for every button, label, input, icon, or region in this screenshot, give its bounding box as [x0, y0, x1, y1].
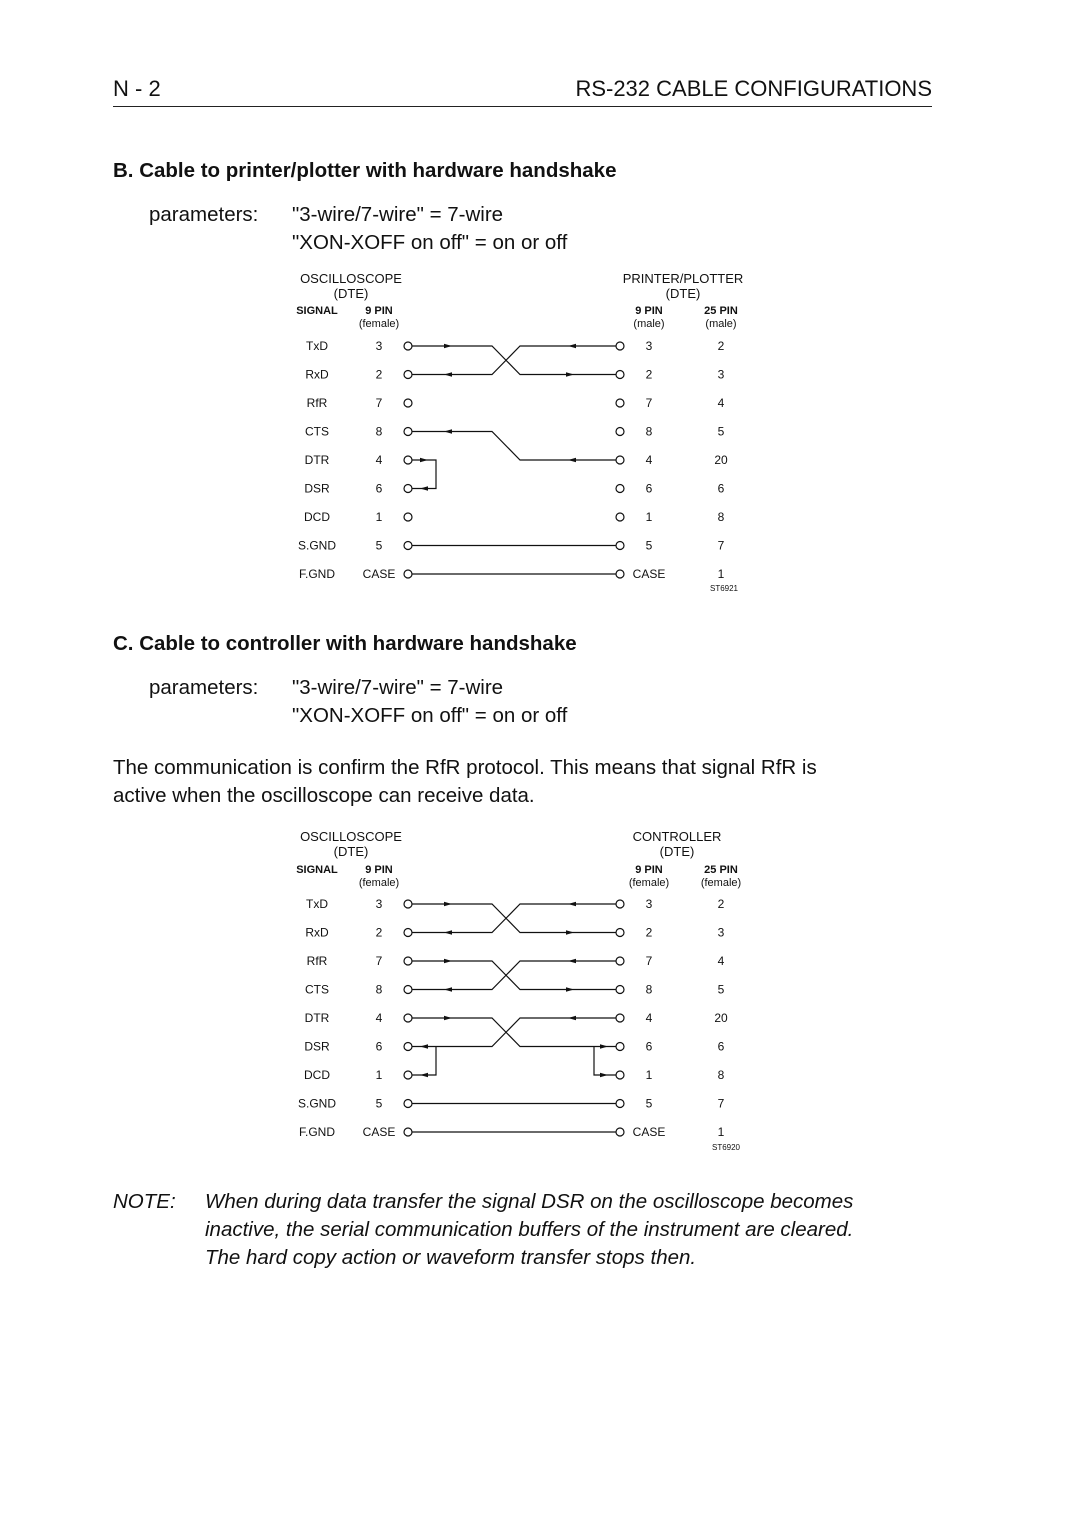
left-pin-number: 1 — [375, 510, 383, 524]
left-device-sub: (DTE) — [333, 844, 369, 859]
left-pin-number: 6 — [375, 481, 383, 496]
left-pin-number: 2 — [375, 367, 383, 382]
left-pin-number: 1 — [375, 1068, 383, 1082]
left-pin-terminal — [404, 900, 412, 908]
signal-name: CTS — [305, 424, 329, 439]
signal-name: DCD — [304, 510, 330, 524]
right-9pin-number: 1 — [645, 510, 653, 524]
left-pin-terminal — [404, 342, 412, 350]
left-pin-number: 3 — [375, 339, 383, 353]
left-device-sub: (DTE) — [333, 286, 369, 301]
right-25pin-number: 20 — [714, 453, 728, 467]
signal-direction-arrow — [568, 458, 576, 462]
signal-direction-arrow — [566, 930, 574, 934]
left-pin-header: 9 PIN — [365, 864, 393, 876]
header-rule — [113, 106, 932, 107]
right-25pin-gender: (female) — [700, 877, 742, 889]
right-25pin-number: 1 — [717, 567, 725, 581]
wire — [412, 1018, 616, 1047]
wire — [412, 1018, 616, 1047]
signal-direction-arrow — [600, 1044, 608, 1048]
left-pin-number: 8 — [375, 424, 383, 439]
signal-name: DTR — [304, 453, 330, 467]
right-9pin-number: 6 — [645, 1039, 653, 1054]
right-9pin-number: 4 — [645, 1011, 653, 1025]
right-25pin-number: 3 — [717, 367, 725, 382]
right-25pin-number: 6 — [717, 481, 725, 496]
section-b-param-label: parameters: — [149, 203, 259, 226]
right-pin-terminal — [616, 1071, 624, 1079]
signal-direction-arrow — [568, 959, 576, 963]
left-pin-header: 9 PIN — [365, 305, 393, 317]
left-device-title: OSCILLOSCOPE — [300, 271, 402, 286]
left-pin-terminal — [404, 428, 412, 436]
signal-direction-arrow — [420, 486, 428, 490]
right-25pin-number: 4 — [717, 954, 725, 968]
section-b-title: B. Cable to printer/plotter with hardware handshake — [113, 159, 617, 182]
paragraph-line-1: The communication is confirm the RfR protocol. This means that signal RfR is — [113, 756, 817, 779]
signal-direction-arrow — [444, 344, 452, 348]
right-9pin-number: 1 — [645, 1068, 653, 1082]
right-device-title: PRINTER/PLOTTER — [622, 271, 744, 286]
signal-name: RfR — [306, 954, 328, 968]
right-9pin-gender: (female) — [628, 877, 670, 889]
wire — [412, 904, 616, 933]
note-line-1: When during data transfer the signal DSR on the oscilloscope becomes — [205, 1190, 854, 1213]
right-25pin-number: 5 — [717, 982, 725, 997]
right-9pin-number: 7 — [645, 396, 653, 410]
right-pin-terminal — [616, 1128, 624, 1136]
left-pin-number: 6 — [375, 1039, 383, 1054]
left-pin-terminal — [404, 957, 412, 965]
signal-name: TxD — [306, 339, 328, 353]
right-pin-terminal — [616, 1100, 624, 1108]
right-9pin-gender: (male) — [633, 318, 665, 330]
right-pin-terminal — [616, 929, 624, 937]
wire — [412, 961, 616, 990]
right-9pin-number: 3 — [645, 339, 653, 353]
right-25pin-number: 2 — [717, 339, 725, 353]
diagram-ref-code: ST6921 — [709, 584, 739, 593]
left-pin-terminal — [404, 1043, 412, 1051]
signal-direction-arrow — [444, 372, 452, 376]
left-pin-terminal — [404, 542, 412, 550]
signal-direction-arrow — [566, 372, 574, 376]
right-25pin-number: 4 — [717, 396, 725, 410]
cable-diagram-controller — [0, 826, 1080, 1156]
left-pin-number: 3 — [375, 897, 383, 911]
signal-direction-arrow — [444, 429, 452, 433]
left-pin-terminal — [404, 570, 412, 578]
right-25pin-header: 25 PIN — [704, 864, 738, 876]
left-pin-number: 7 — [375, 396, 383, 410]
left-pin-terminal — [404, 1128, 412, 1136]
left-gender: (female) — [358, 318, 400, 330]
note-body — [205, 1188, 945, 1272]
left-pin-terminal — [404, 929, 412, 937]
signal-direction-arrow — [420, 458, 428, 462]
signal-name: DSR — [304, 481, 330, 496]
right-pin-terminal — [616, 1014, 624, 1022]
left-pin-number: 5 — [375, 538, 383, 553]
left-pin-number: CASE — [362, 567, 396, 581]
right-25pin-number: 3 — [717, 925, 725, 940]
right-pin-terminal — [616, 900, 624, 908]
left-pin-terminal — [404, 371, 412, 379]
right-9pin-number: 8 — [645, 982, 653, 997]
right-9pin-number: 5 — [645, 1096, 653, 1111]
section-c-param-line2: "XON-XOFF on off" = on or off — [292, 704, 568, 727]
right-25pin-number: 2 — [717, 897, 725, 911]
signal-name: DSR — [304, 1039, 330, 1054]
left-pin-number: CASE — [362, 1125, 396, 1139]
right-9pin-number: 8 — [645, 424, 653, 439]
right-pin-terminal — [616, 456, 624, 464]
right-9pin-number: 6 — [645, 481, 653, 496]
signal-direction-arrow — [444, 987, 452, 991]
right-pin-terminal — [616, 1043, 624, 1051]
signal-name: RxD — [305, 367, 329, 382]
right-device-title: CONTROLLER — [632, 829, 722, 844]
signal-direction-arrow — [568, 344, 576, 348]
right-9pin-number: CASE — [632, 1125, 666, 1139]
left-pin-number: 4 — [375, 1011, 383, 1025]
left-pin-terminal — [404, 1100, 412, 1108]
signal-col-header: SIGNAL — [296, 305, 338, 317]
left-pin-number: 8 — [375, 982, 383, 997]
signal-direction-arrow — [444, 930, 452, 934]
note-line-2: inactive, the serial communication buffers of the instrument are cleared. — [205, 1218, 854, 1241]
signal-name: CTS — [305, 982, 329, 997]
right-25pin-header: 25 PIN — [704, 305, 738, 317]
right-25pin-number: 6 — [717, 1039, 725, 1054]
right-pin-terminal — [616, 399, 624, 407]
wire — [412, 904, 616, 933]
signal-direction-arrow — [566, 987, 574, 991]
right-9pin-header: 9 PIN — [635, 305, 663, 317]
left-device-title: OSCILLOSCOPE — [300, 829, 402, 844]
right-25pin-number: 8 — [717, 1068, 725, 1082]
cable-diagram-printer — [0, 268, 1080, 598]
wire — [412, 346, 616, 375]
section-c-title: C. Cable to controller with hardware handshake — [113, 632, 577, 655]
paragraph-line-2: active when the oscilloscope can receive data. — [113, 784, 535, 807]
signal-direction-arrow — [444, 902, 452, 906]
protocol-paragraph — [113, 754, 943, 810]
signal-col-header: SIGNAL — [296, 864, 338, 876]
right-25pin-number: 1 — [717, 1125, 725, 1139]
section-b-param-line2: "XON-XOFF on off" = on or off — [292, 231, 568, 254]
wire — [412, 460, 436, 489]
left-pin-number: 7 — [375, 954, 383, 968]
left-pin-terminal — [404, 456, 412, 464]
diagram-ref-code: ST6920 — [711, 1143, 741, 1152]
wire — [594, 1047, 616, 1076]
right-9pin-number: 2 — [645, 925, 653, 940]
wire — [412, 961, 616, 990]
signal-direction-arrow — [420, 1073, 428, 1077]
section-c-param-label: parameters: — [149, 676, 259, 699]
right-25pin-number: 7 — [717, 538, 725, 553]
left-gender: (female) — [358, 877, 400, 889]
right-pin-terminal — [616, 542, 624, 550]
right-pin-terminal — [616, 986, 624, 994]
signal-direction-arrow — [600, 1073, 608, 1077]
right-25pin-number: 20 — [714, 1011, 728, 1025]
right-device-sub: (DTE) — [659, 844, 695, 859]
right-pin-terminal — [616, 428, 624, 436]
chapter-title: RS-232 CABLE CONFIGURATIONS — [575, 76, 932, 101]
signal-name: TxD — [306, 897, 328, 911]
right-pin-terminal — [616, 371, 624, 379]
signal-direction-arrow — [444, 959, 452, 963]
right-pin-terminal — [616, 570, 624, 578]
note-label: NOTE: — [113, 1190, 176, 1213]
right-9pin-number: 2 — [645, 367, 653, 382]
wire — [412, 346, 616, 375]
signal-name: RfR — [306, 396, 328, 410]
page-number: N - 2 — [113, 76, 161, 101]
right-9pin-header: 9 PIN — [635, 864, 663, 876]
left-pin-number: 4 — [375, 453, 383, 467]
right-9pin-number: 4 — [645, 453, 653, 467]
right-9pin-number: 3 — [645, 897, 653, 911]
left-pin-terminal — [404, 1071, 412, 1079]
section-b-param-line1: "3-wire/7-wire" = 7-wire — [292, 203, 504, 226]
left-pin-terminal — [404, 513, 412, 521]
signal-direction-arrow — [444, 1016, 452, 1020]
section-c-param-line1: "3-wire/7-wire" = 7-wire — [292, 676, 504, 699]
signal-name: DCD — [304, 1068, 330, 1082]
signal-direction-arrow — [568, 1016, 576, 1020]
right-pin-terminal — [616, 957, 624, 965]
signal-direction-arrow — [420, 1044, 428, 1048]
signal-name: F.GND — [299, 567, 335, 581]
right-9pin-number: 5 — [645, 538, 653, 553]
right-9pin-number: CASE — [632, 567, 666, 581]
right-25pin-gender: (male) — [705, 318, 737, 330]
wire — [412, 1047, 436, 1076]
left-pin-terminal — [404, 986, 412, 994]
right-25pin-number: 8 — [717, 510, 725, 524]
right-device-sub: (DTE) — [665, 286, 701, 301]
right-pin-terminal — [616, 485, 624, 493]
right-pin-terminal — [616, 513, 624, 521]
right-pin-terminal — [616, 342, 624, 350]
right-25pin-number: 5 — [717, 424, 725, 439]
signal-name: F.GND — [299, 1125, 335, 1139]
left-pin-number: 2 — [375, 925, 383, 940]
signal-name: RxD — [305, 925, 329, 940]
right-9pin-number: 7 — [645, 954, 653, 968]
signal-name: DTR — [304, 1011, 330, 1025]
signal-direction-arrow — [568, 902, 576, 906]
left-pin-terminal — [404, 399, 412, 407]
left-pin-terminal — [404, 485, 412, 493]
left-pin-terminal — [404, 1014, 412, 1022]
signal-name: S.GND — [297, 538, 337, 553]
note-line-3: The hard copy action or waveform transfer stops then. — [205, 1246, 697, 1269]
signal-name: S.GND — [297, 1096, 337, 1111]
wire — [412, 432, 616, 461]
right-25pin-number: 7 — [717, 1096, 725, 1111]
left-pin-number: 5 — [375, 1096, 383, 1111]
